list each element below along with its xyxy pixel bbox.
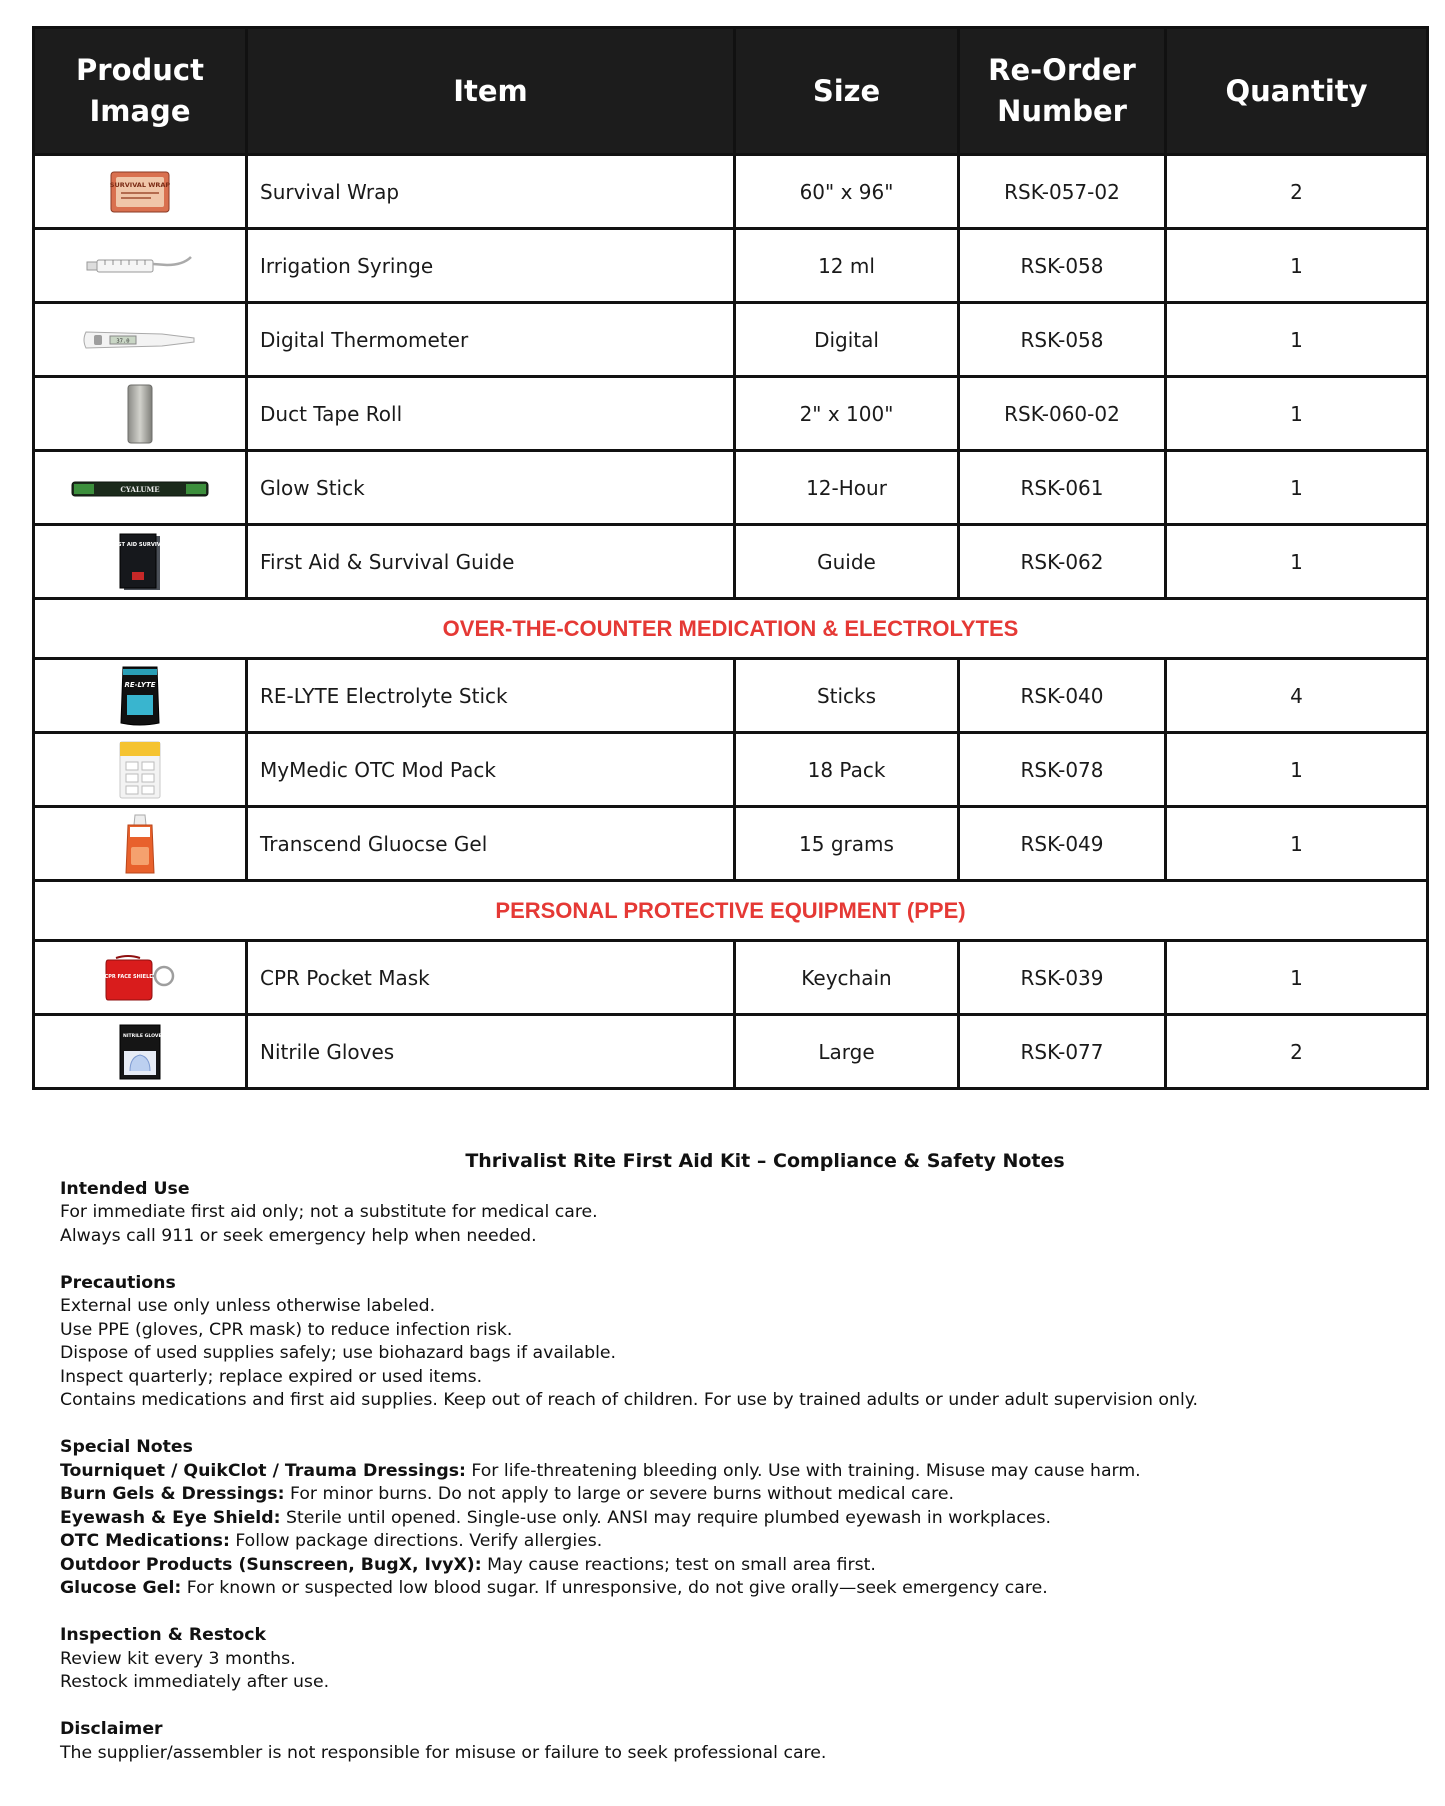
header-reorder-number: Re-Order Number: [959, 28, 1166, 155]
special-note-text: Sterile until opened. Single-use only. ANSI may require plumbed eyewash in workplaces.: [280, 1507, 1051, 1528]
table-row: [34, 807, 1428, 881]
special-notes-heading: Special Notes: [60, 1437, 193, 1457]
note-line: The supplier/assembler is not responsible for misuse or failure to seek professional care.: [60, 1742, 827, 1763]
note-line: Use PPE (gloves, CPR mask) to reduce infection risk.: [60, 1319, 513, 1340]
special-note-label: Tourniquet / QuikClot / Trauma Dressings:: [60, 1460, 466, 1481]
item-name: CPR Pocket Mask: [247, 941, 735, 1015]
item-name: Duct Tape Roll: [247, 377, 735, 451]
product-image-cell: [34, 659, 247, 733]
item-size: 60" x 96": [735, 155, 959, 229]
table-row: [34, 525, 1428, 599]
guide-book-label: FIRST AID SURVIVAL: [108, 541, 168, 548]
section-title: PERSONAL PROTECTIVE EQUIPMENT (PPE): [34, 881, 1428, 941]
item-quantity: 1: [1166, 451, 1428, 525]
precautions-heading: Precautions: [60, 1272, 176, 1293]
electrolyte-pack-image: [117, 665, 163, 727]
special-note: [60, 1554, 1400, 1578]
item-reorder-number: RSK-039: [959, 941, 1166, 1015]
item-size: 18 Pack: [735, 733, 959, 807]
cpr-mask-label: CPR FACE SHIELD: [104, 973, 154, 980]
guide-book-image: [108, 532, 168, 592]
compliance-notes: [60, 1150, 1400, 1765]
note-line: Restock immediately after use.: [60, 1672, 330, 1692]
item-size: Guide: [735, 525, 959, 599]
item-name: Survival Wrap: [247, 155, 735, 229]
special-note-text: For minor burns. Do not apply to large or severe burns without medical care.: [284, 1484, 954, 1504]
item-size: Digital: [735, 303, 959, 377]
nitrile-gloves-image: [116, 1023, 164, 1081]
item-reorder-number: RSK-078: [959, 733, 1166, 807]
table-row: [34, 1015, 1428, 1089]
otc-pack-image: [117, 740, 163, 800]
note-line: For immediate first aid only; not a substitute for medical care.: [60, 1202, 598, 1222]
item-reorder-number: RSK-062: [959, 525, 1166, 599]
header-product-image: Product Image: [34, 28, 247, 155]
survival-wrap-label: SURVIVAL WRAP: [109, 180, 171, 189]
product-image-cell: [34, 733, 247, 807]
note-line: Always call 911 or seek emergency help when needed.: [60, 1225, 537, 1246]
header-item: Item: [247, 28, 735, 155]
item-name: Transcend Gluocse Gel: [247, 807, 735, 881]
special-note: [60, 1530, 1400, 1554]
section-header-otc: [34, 599, 1428, 659]
special-note-text: May cause reactions; test on small area first.: [481, 1554, 876, 1575]
section-header-ppe: [34, 881, 1428, 941]
item-name: Digital Thermometer: [247, 303, 735, 377]
note-line: External use only unless otherwise labeled.: [60, 1296, 436, 1316]
gloves-label: NITRILE GLOVES: [123, 1033, 165, 1039]
item-name: Glow Stick: [247, 451, 735, 525]
item-quantity: 1: [1166, 303, 1428, 377]
item-name: RE-LYTE Electrolyte Stick: [247, 659, 735, 733]
item-reorder-number: RSK-077: [959, 1015, 1166, 1089]
note-line: Dispose of used supplies safely; use biohazard bags if available.: [60, 1343, 617, 1363]
product-image-cell: [34, 1015, 247, 1089]
item-quantity: 1: [1166, 807, 1428, 881]
relyte-label: RE-LYTE: [124, 680, 156, 689]
item-quantity: 4: [1166, 659, 1428, 733]
special-note-label: Glucose Gel:: [60, 1578, 182, 1598]
table-row: [34, 733, 1428, 807]
special-note-label: Outdoor Products (Sunscreen, BugX, IvyX):: [60, 1554, 482, 1575]
item-size: 12-Hour: [735, 451, 959, 525]
item-size: Sticks: [735, 659, 959, 733]
item-quantity: 1: [1166, 229, 1428, 303]
item-size: Keychain: [735, 941, 959, 1015]
kit-contents-table: [32, 26, 1429, 1090]
survival-wrap-image: [107, 167, 173, 217]
product-image-cell: [34, 155, 247, 229]
item-quantity: 2: [1166, 1015, 1428, 1089]
special-note: [60, 1507, 1400, 1531]
table-row: [34, 155, 1428, 229]
special-note-label: Burn Gels & Dressings:: [60, 1484, 285, 1504]
glucose-gel-image: [122, 813, 158, 875]
note-line: Contains medications and first aid supplies. Keep out of reach of children. For use by trained adults or under adult supervision only.: [60, 1390, 1199, 1410]
item-name: First Aid & Survival Guide: [247, 525, 735, 599]
section-title: OVER-THE-COUNTER MEDICATION & ELECTROLYTES: [34, 599, 1428, 659]
header-quantity: Quantity: [1166, 28, 1428, 155]
item-reorder-number: RSK-057-02: [959, 155, 1166, 229]
syringe-image: [85, 251, 195, 281]
disclaimer-heading: Disclaimer: [60, 1719, 163, 1739]
item-quantity: 1: [1166, 525, 1428, 599]
table-row: [34, 229, 1428, 303]
item-size: Large: [735, 1015, 959, 1089]
table-row: [34, 659, 1428, 733]
item-quantity: 2: [1166, 155, 1428, 229]
item-reorder-number: RSK-061: [959, 451, 1166, 525]
item-size: 2" x 100": [735, 377, 959, 451]
thermometer-image: [82, 326, 198, 354]
special-note: [60, 1577, 1400, 1601]
special-note-label: Eyewash & Eye Shield:: [60, 1507, 281, 1528]
product-image-cell: [34, 303, 247, 377]
special-note: [60, 1460, 1400, 1484]
item-name: Nitrile Gloves: [247, 1015, 735, 1089]
product-image-cell: [34, 377, 247, 451]
product-image-cell: [34, 525, 247, 599]
table-row: [34, 941, 1428, 1015]
item-reorder-number: RSK-060-02: [959, 377, 1166, 451]
special-note-label: OTC Medications:: [60, 1531, 230, 1551]
inspection-heading: Inspection & Restock: [60, 1625, 266, 1645]
table-header-row: [34, 28, 1428, 155]
item-size: 12 ml: [735, 229, 959, 303]
item-size: 15 grams: [735, 807, 959, 881]
item-quantity: 1: [1166, 377, 1428, 451]
item-reorder-number: RSK-058: [959, 229, 1166, 303]
item-reorder-number: RSK-058: [959, 303, 1166, 377]
item-name: Irrigation Syringe: [247, 229, 735, 303]
product-image-cell: [34, 941, 247, 1015]
table-row: [34, 451, 1428, 525]
product-image-cell: [34, 451, 247, 525]
special-note-text: For known or suspected low blood sugar. If unresponsive, do not give orally—seek emergency care.: [181, 1578, 1048, 1598]
item-quantity: 1: [1166, 733, 1428, 807]
glow-stick-label: CYALUME: [120, 485, 160, 495]
table-row: [34, 377, 1428, 451]
glow-stick-image: [70, 476, 210, 500]
special-note-text: For life-threatening bleeding only. Use with training. Misuse may cause harm.: [465, 1460, 1141, 1481]
duct-tape-image: [122, 383, 158, 445]
note-line: Review kit every 3 months.: [60, 1648, 296, 1669]
special-note-text: Follow package directions. Verify allergies.: [229, 1531, 603, 1551]
notes-title: Thrivalist Rite First Aid Kit – Compliance & Safety Notes: [465, 1150, 1065, 1172]
product-image-cell: [34, 807, 247, 881]
cpr-mask-image: [104, 952, 176, 1004]
note-line: Inspect quarterly; replace expired or used items.: [60, 1366, 483, 1387]
item-reorder-number: RSK-040: [959, 659, 1166, 733]
product-image-cell: [34, 229, 247, 303]
svg-text:37.0: 37.0: [116, 338, 130, 344]
special-note: [60, 1483, 1400, 1507]
header-size: Size: [735, 28, 959, 155]
table-row: [34, 303, 1428, 377]
item-quantity: 1: [1166, 941, 1428, 1015]
intended-use-heading: Intended Use: [60, 1178, 190, 1199]
item-reorder-number: RSK-049: [959, 807, 1166, 881]
item-name: MyMedic OTC Mod Pack: [247, 733, 735, 807]
